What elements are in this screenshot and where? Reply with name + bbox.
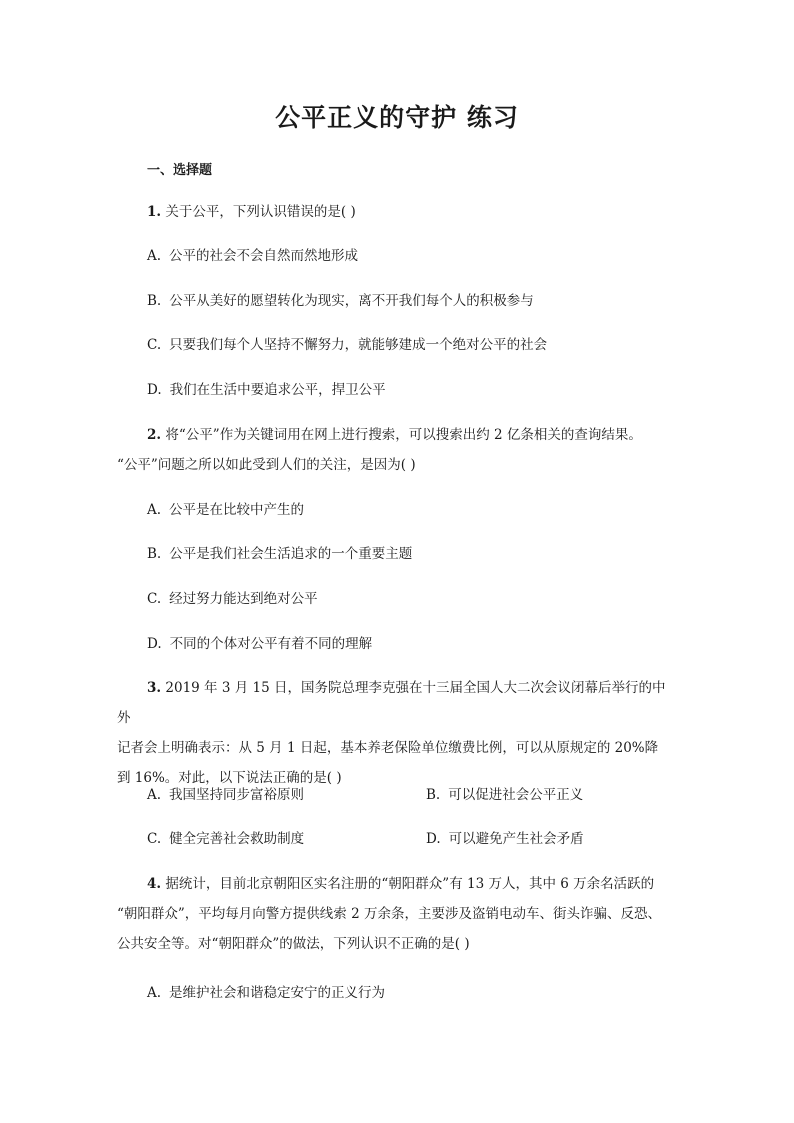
question-4 [117, 869, 677, 959]
option-text: 可以促进社会公平正义 [448, 787, 584, 803]
option-text: 是维护社会和谐稳定安宁的正义行为 [169, 985, 386, 1001]
question-text-line3: 到 16%。对此，以下说法正确的是( ) [117, 770, 342, 786]
option-label: C. [147, 831, 162, 847]
option-text: 公平从美好的愿望转化为现实，离不开我们每个人的积极参与 [169, 293, 534, 309]
option-label: A. [147, 787, 162, 803]
question-text-line2: 记者会上明确表示：从 5 月 1 日起，基本养老保险单位缴费比例，可以从原规定的 20%降 [117, 740, 659, 756]
question-number: 3. [147, 680, 162, 696]
question-text-line2: “公平”问题之所以如此受到人们的关注，是因为( ) [117, 457, 416, 473]
page-title: 公平正义的守护 练习 [275, 103, 519, 132]
q1-option-b [147, 286, 534, 316]
q2-option-a [147, 495, 304, 525]
option-text: 健全完善社会救助制度 [169, 831, 305, 847]
option-label: A. [147, 248, 162, 264]
question-text-line2: “朝阳群众”，平均每月向警方提供线索 2 万余条，主要涉及盗销电动车、街头诈骗、反恐、 [117, 906, 661, 922]
q2-option-d [147, 629, 372, 659]
option-text: 可以避免产生社会矛盾 [448, 831, 584, 847]
q1-option-a [147, 241, 358, 271]
q3-option-b [426, 780, 583, 810]
question-text-line3: 公共安全等。对“朝阳群众”的做法，下列认识不正确的是( ) [117, 936, 470, 952]
option-text: 我们在生活中要追求公平，捍卫公平 [169, 382, 386, 398]
question-text-line1: 将“公平”作为关键词用在网上进行搜索，可以搜索出约 2 亿条相关的查询结果。 [165, 427, 642, 443]
q4-option-a [147, 978, 385, 1008]
option-text: 经过努力能达到绝对公平 [169, 591, 318, 607]
question-number: 4. [147, 876, 162, 892]
question-1 [117, 197, 677, 227]
option-label: B. [147, 546, 162, 562]
question-number: 1. [147, 204, 162, 220]
question-text-line1: 据统计，目前北京朝阳区实名注册的“朝阳群众”有 13 万人，其中 6 万余名活跃的 [165, 876, 655, 892]
option-label: C. [147, 337, 162, 353]
q3-option-d [426, 824, 584, 854]
option-label: D. [426, 831, 441, 847]
option-label: D. [147, 636, 162, 652]
option-text: 我国坚持同步富裕原则 [169, 787, 305, 803]
option-text: 公平是在比较中产生的 [169, 502, 305, 518]
q3-option-c [147, 824, 304, 854]
q2-option-b [147, 539, 412, 569]
option-text: 公平的社会不会自然而然地形成 [169, 248, 359, 264]
option-label: A. [147, 502, 162, 518]
option-label: B. [426, 787, 441, 803]
question-2 [117, 420, 677, 480]
option-label: B. [147, 293, 162, 309]
option-text: 只要我们每个人坚持不懈努力，就能够建成一个绝对公平的社会 [169, 337, 548, 353]
q1-option-c [147, 330, 547, 360]
option-label: A. [147, 985, 162, 1001]
question-3 [117, 673, 677, 793]
option-label: C. [147, 591, 162, 607]
option-label: D. [147, 382, 162, 398]
q2-option-c [147, 584, 318, 614]
question-number: 2. [147, 427, 162, 443]
question-text-line1: 2019 年 3 月 15 日，国务院总理李克强在十三届全国人大二次会议闭幕后举行的中外 [117, 680, 666, 726]
section-heading: 一、选择题 [147, 163, 213, 178]
option-text: 不同的个体对公平有着不同的理解 [169, 636, 373, 652]
q1-option-d [147, 375, 386, 405]
option-text: 公平是我们社会生活追求的一个重要主题 [169, 546, 413, 562]
question-text: 关于公平，下列认识错误的是( ) [165, 204, 356, 220]
q3-option-a [147, 780, 304, 810]
